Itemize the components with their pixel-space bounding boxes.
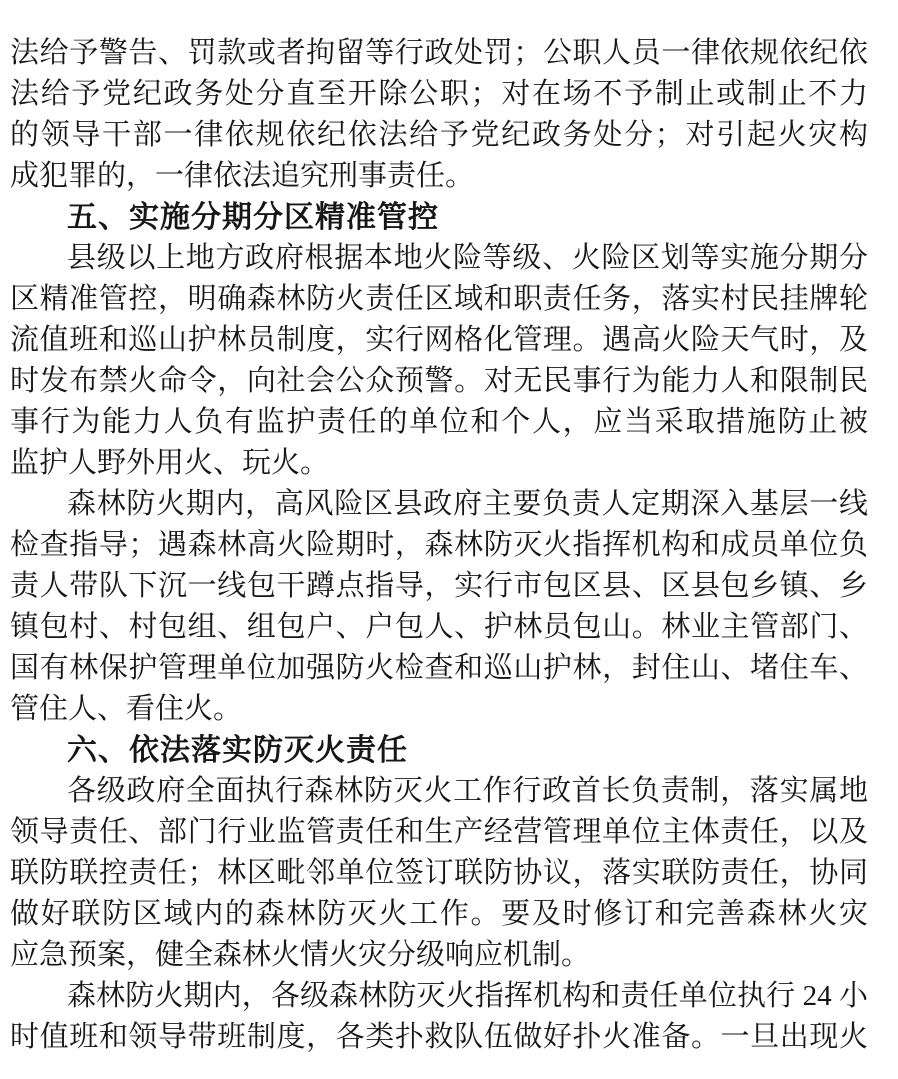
text-line: 区精准管控，明确森林防火责任区域和职责任务，落实村民挂牌轮 bbox=[10, 283, 868, 315]
text-line: 时值班和领导带班制度，各类扑救队伍做好扑火准备。一旦出现火 bbox=[10, 1021, 868, 1053]
text-line: 镇包村、村包组、组包户、户包人、护林员包山。林业主管部门、 bbox=[10, 611, 868, 643]
text-line: 时发布禁火命令，向社会公众预警。对无民事行为能力人和限制民 bbox=[10, 365, 868, 397]
text-line: 领导责任、部门行业监管责任和生产经营管理单位主体责任，以及 bbox=[10, 816, 868, 848]
text-line: 检查指导；遇森林高火险期时，森林防灭火指挥机构和成员单位负 bbox=[10, 529, 868, 561]
text-line: 联防联控责任；林区毗邻单位签订联防协议，落实联防责任，协同 bbox=[10, 857, 868, 889]
text-line: 流值班和巡山护林员制度，实行网格化管理。遇高火险天气时，及 bbox=[10, 324, 868, 356]
section-heading-6: 六、依法落实防灭火责任 bbox=[67, 734, 408, 767]
text-line: 责人带队下沉一线包干蹲点指导，实行市包区县、区县包乡镇、乡 bbox=[10, 570, 868, 602]
text-line: 森林防火期内，各级森林防灭火指挥机构和责任单位执行 24 小 bbox=[67, 980, 868, 1012]
text-line: 法给予党纪政务处分直至开除公职；对在场不予制止或制止不力 bbox=[10, 78, 868, 110]
text-line: 国有林保护管理单位加强防火检查和巡山护林，封住山、堵住车、 bbox=[10, 652, 868, 684]
text-line: 监护人野外用火、玩火。 bbox=[10, 447, 330, 479]
text-line: 管住人、看住火。 bbox=[10, 693, 243, 725]
text-line: 法给予警告、罚款或者拘留等行政处罚；公职人员一律依规依纪依 bbox=[10, 37, 868, 69]
text-line: 的领导干部一律依规依纪依法给予党纪政务处分；对引起火灾构 bbox=[10, 119, 868, 151]
text-line: 各级政府全面执行森林防灭火工作行政首长负责制，落实属地 bbox=[67, 775, 868, 807]
text-line: 做好联防区域内的森林防灭火工作。要及时修订和完善森林火灾 bbox=[10, 898, 868, 930]
text-line: 事行为能力人负有监护责任的单位和个人，应当采取措施防止被 bbox=[10, 406, 868, 438]
text-line: 县级以上地方政府根据本地火险等级、火险区划等实施分期分 bbox=[67, 242, 868, 274]
text-line: 成犯罪的，一律依法追究刑事责任。 bbox=[10, 160, 475, 192]
text-line: 应急预案，健全森林火情火灾分级响应机制。 bbox=[10, 939, 591, 971]
text-line: 森林防火期内，高风险区县政府主要负责人定期深入基层一线 bbox=[67, 488, 868, 520]
section-heading-5: 五、实施分期分区精准管控 bbox=[67, 201, 439, 234]
